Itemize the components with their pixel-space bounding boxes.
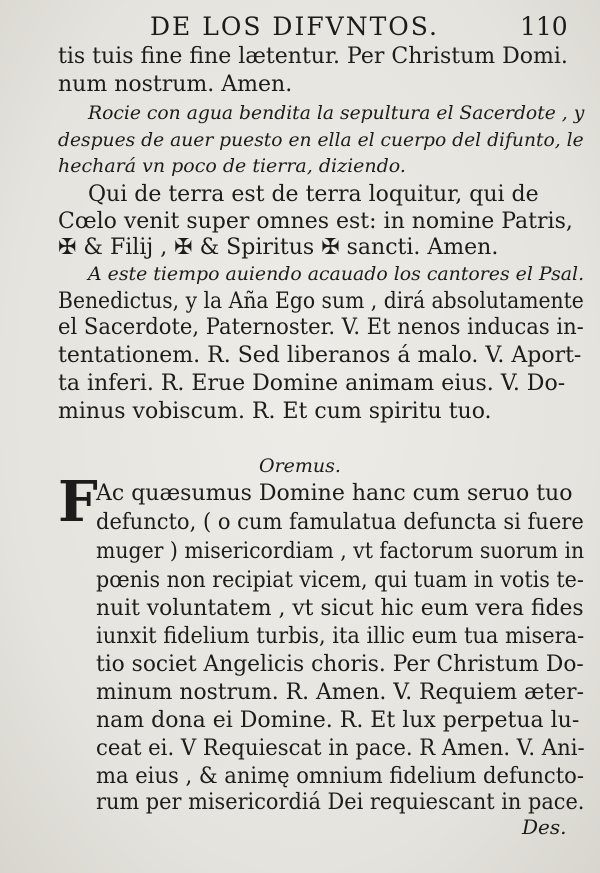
rubric-line: hechará vn poco de tierra, diziendo. [58,155,406,177]
text-line: nuit voluntatem , vt sicut hic eum vera fides [96,596,584,621]
text-line: minus vobiscum. R. Et cum spiritu tuo. [58,399,492,424]
text-line: muger ) misericordiam , vt factorum suorum in [96,539,585,564]
catchword: Des. [522,815,567,839]
rubric-line: despues de auer puesto en ella el cuerpo del difunto, le [58,129,584,151]
text-line: el Sacerdote, Paternoster. V. Et nenos inducas in- [58,315,584,340]
text-line: ✠ & Filij , ✠ & Spiritus ✠ sancti. Amen. [58,235,499,260]
page-number: 110 [520,12,568,41]
text-line: tio societ Angelicis choris. Per Christum Do- [96,652,584,677]
oremus-heading: Oremus. [259,455,341,477]
text-line: ceat ei. V Requiescat in pace. R Amen. V. Ani- [96,736,585,761]
text-line: num nostrum. Amen. [58,72,293,97]
text-line: tentationem. R. Sed liberanos á malo. V. Aport- [58,343,582,368]
text-line: ta inferi. R. Erue Domine animam eius. V. Do- [58,371,566,396]
text-line: tis tuis fine fine lætentur. Per Christum Domi. [58,44,568,69]
text-line: pœnis non recipiat vicem, qui tuam in votis te- [96,568,584,593]
text-line: rum per misericordiá Dei requiescant in pace. [96,790,585,815]
drop-cap: F [58,469,98,535]
text-line: iunxit fidelium turbis, ita illic eum tua misera- [96,624,585,649]
text-line: Benedictus, y la Aña Ego sum , dirá absolutamente [58,289,584,314]
rubric-line: A este tiempo auiendo acauado los cantores el Psal. [88,263,585,285]
text-line: Cœlo venit super omnes est: in nomine Patris, [58,209,573,234]
text-line: defuncto, ( o cum famulatua defuncta si fuere [96,510,584,535]
text-line: Qui de terra est de terra loquitur, qui de [88,182,539,207]
running-title: DE LOS DIFVNTOS. [150,12,439,41]
text-line: nam dona ei Domine. R. Et lux perpetua lu- [96,708,580,733]
rubric-line: Rocie con agua bendita la sepultura el Sacerdote , y [88,102,585,124]
running-head [0,8,600,42]
text-line: ma eius , & animę omnium fidelium defuncto- [96,764,584,789]
text-line: Ac quæsumus Domine hanc cum seruo tuo [96,481,573,506]
text-line: minum nostrum. R. Amen. V. Requiem æter- [96,680,584,705]
